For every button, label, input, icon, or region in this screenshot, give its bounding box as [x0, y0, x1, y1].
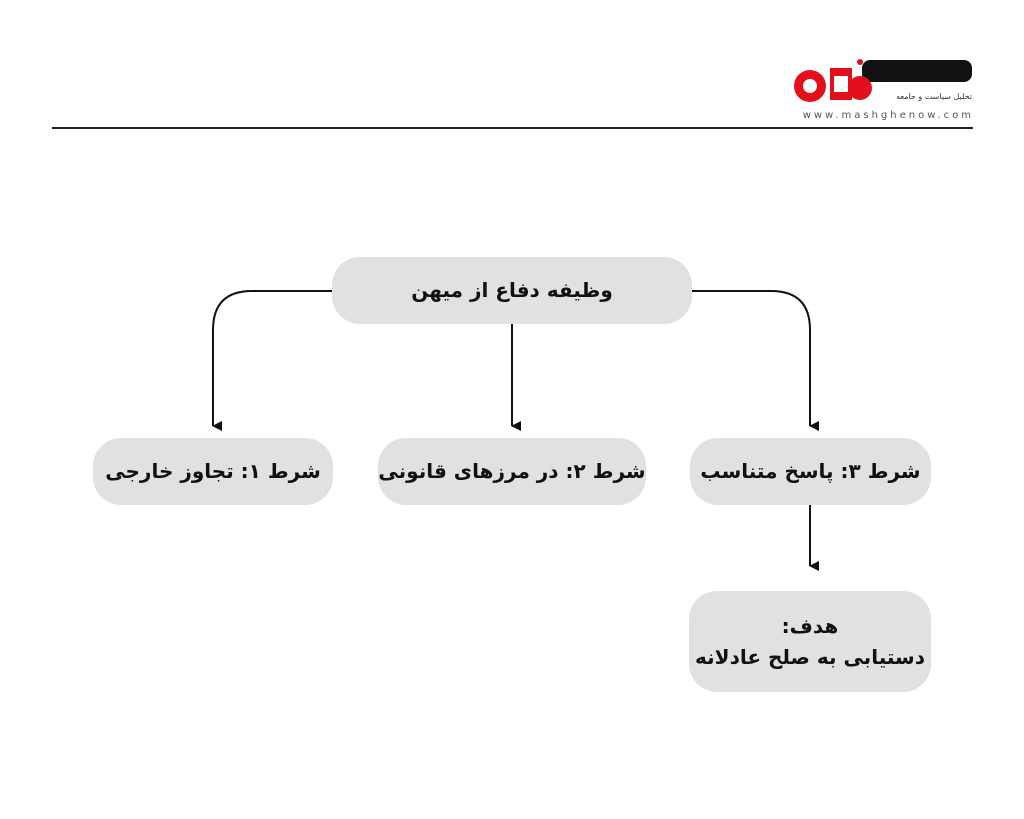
root-node	[332, 257, 692, 324]
goal-text: دستیابی به صلح عادلانه	[695, 644, 925, 669]
goal-heading: هدف:	[781, 613, 839, 638]
condition-3-label: شرط ۳: پاسخ متناسب	[700, 459, 921, 483]
logo-url[interactable]: www.mashghenow.com	[802, 110, 974, 121]
condition-node-1	[93, 438, 333, 505]
condition-node-3	[690, 438, 931, 505]
condition-1-label: شرط ۱: تجاوز خارجی	[105, 459, 321, 483]
condition-2-label: شرط ۲: در مرزهای قانونی	[378, 459, 646, 483]
condition-node-2	[378, 438, 646, 505]
connector-root-to-condition-1	[213, 291, 332, 426]
goal-node	[689, 591, 931, 692]
connector-root-to-condition-3	[692, 291, 810, 426]
logo-tagline: تحلیل سیاست و جامعه	[896, 92, 972, 101]
root-node-label: وظیفه دفاع از میهن	[411, 278, 613, 302]
